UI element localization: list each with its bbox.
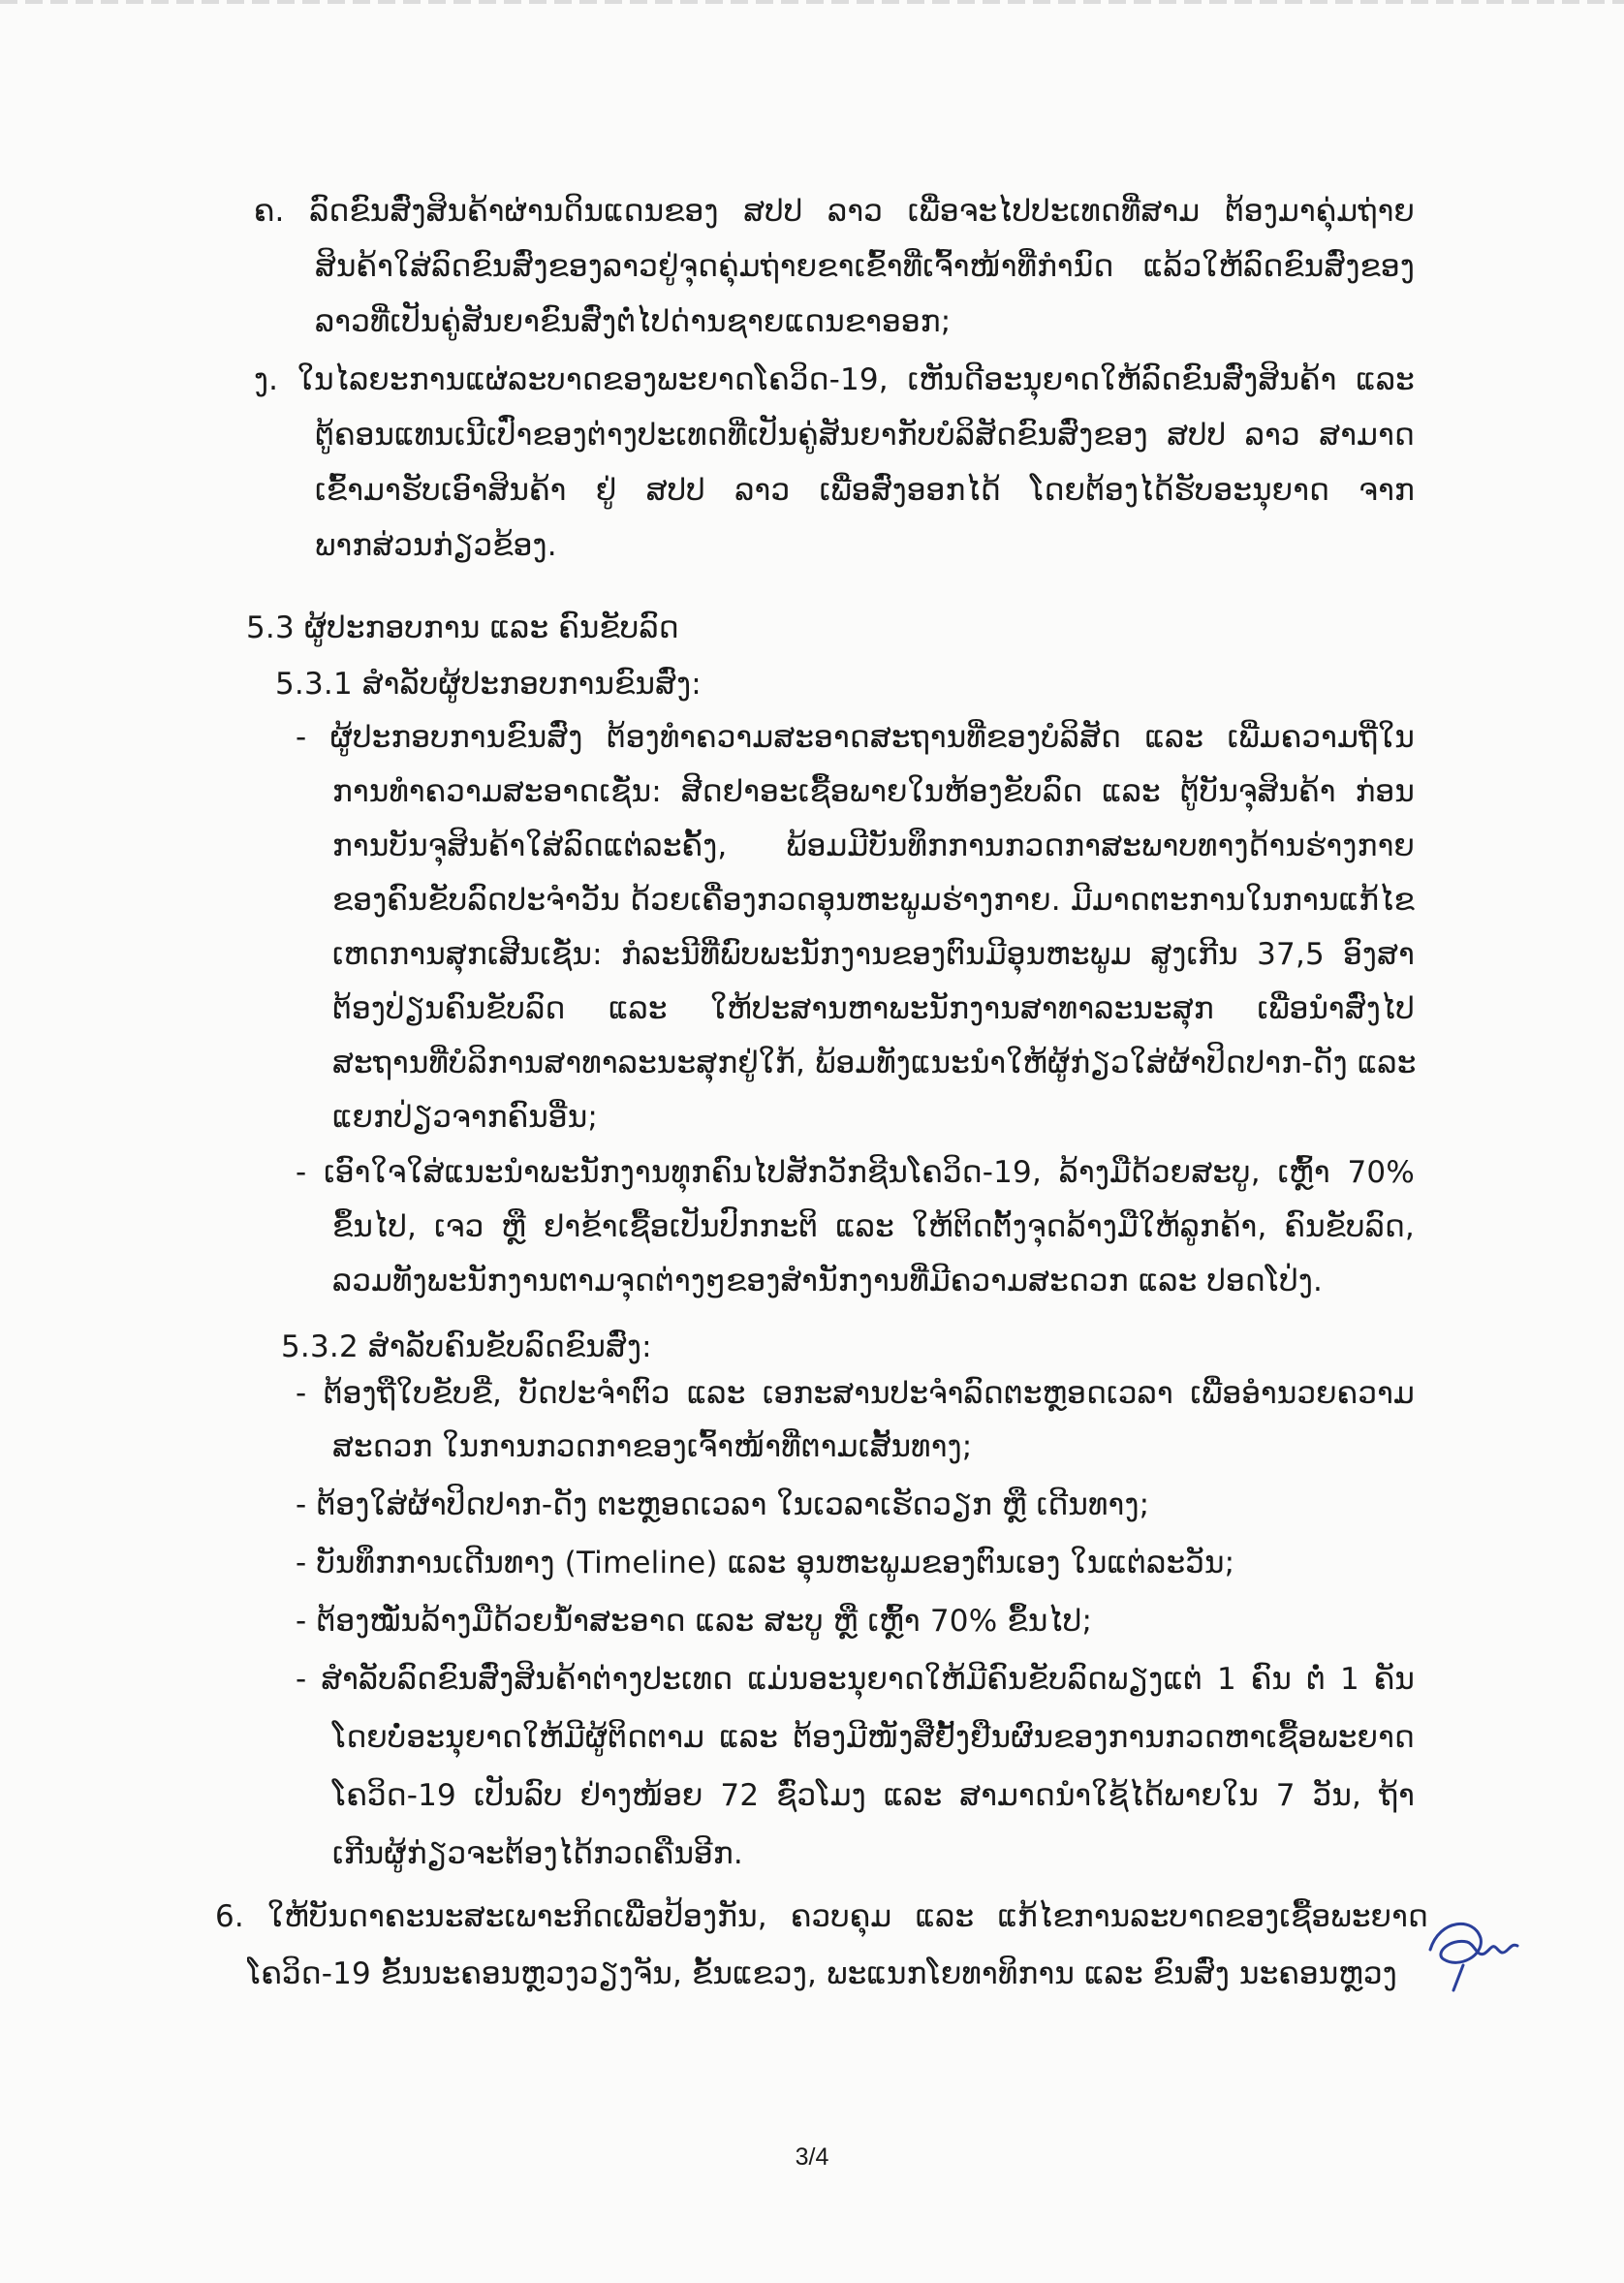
section-6-line-2: ໂຄວິດ-19 ຂັ້ນນະຄອນຫຼວງວຽງຈັນ, ຂັ້ນແຂວງ, ພະແນກໂຍທາທິການ ແລະ ຂົນສົ່ງ ນະຄອນຫຼວງ: [247, 1956, 1397, 1991]
s531-b1-line-2: ການທຳຄວາມສະອາດເຊັ່ນ: ສີດຢາອະເຊື້ອພາຍໃນຫ້ອງຂັບລົດ ແລະ ຕູ້ບັນຈຸສິນຄ້າ ກ່ອນ: [332, 774, 1415, 809]
item-ngo-line-3: ເຂົ້າມາຮັບເອົາສິນຄ້າ ຢູ່ ສປປ ລາວ ເພື່ອສົ່ງອອກໄດ້ ໂດຍຕ້ອງໄດ້ຮັບອະນຸຍາດ ຈາກ: [315, 473, 1415, 508]
item-ngo-line-4: ພາກສ່ວນກ່ຽວຂ້ອງ.: [315, 528, 557, 563]
s531-b1-line-4: ຂອງຄົນຂັບລົດປະຈຳວັນ ດ້ວຍເຄື່ອງກວດອຸນຫະພູມຮ່າງກາຍ. ມີມາດຕະການໃນການແກ້ໄຂ: [332, 883, 1415, 918]
s532-bullet-2: - ຕ້ອງໃສ່ຜ້າປິດປາກ-ດັງ ຕະຫຼອດເວລາ ໃນເວລາເຮັດວຽກ ຫຼື ເດີນທາງ;: [296, 1487, 1150, 1522]
item-ngo-line-1: ງ. ໃນໄລຍະການແຜ່ລະບາດຂອງພະຍາດໂຄວິດ-19, ເຫັນດີອະນຸຍາດໃຫ້ລົດຂົນສົ່ງສິນຄ້າ ແລະ: [254, 362, 1415, 397]
item-ngo-line-2: ຕູ້ຄອນແທນເນີເປົ່າຂອງຕ່າງປະເທດທີ່ເປັນຄູ່ສັນຍາກັບບໍລິສັດຂົນສົ່ງຂອງ ສປປ ລາວ ສາມາດ: [315, 418, 1415, 453]
item-kho-line-1: ຄ. ລົດຂົນສົ່ງສິນຄ້າຜ່ານດິນແດນຂອງ ສປປ ລາວ ເພື່ອຈະໄປປະເທດທີ່ສາມ ຕ້ອງມາຄຸ່ມຖ່າຍ: [254, 194, 1415, 229]
signature-initial: [1421, 1909, 1527, 1996]
s531-b1-line-1: - ຜູ້ປະກອບການຂົນສົ່ງ ຕ້ອງທຳຄວາມສະອາດສະຖານທີ່ຂອງບໍລິສັດ ແລະ ເພີ່ມຄວາມຖີ່ໃນ: [296, 720, 1415, 755]
scan-edge: [0, 0, 1624, 4]
s531-b2-line-2: ຂຶ້ນໄປ, ເຈວ ຫຼື ຢາຂ້າເຊື້ອເປັນປົກກະຕິ ແລະ ໃຫ້ຕິດຕັ້ງຈຸດລ້າງມືໃຫ້ລູກຄ້າ, ຄົນຂັບລົດ,: [332, 1209, 1415, 1244]
s531-b1-line-7: ສະຖານທີ່ບໍລິການສາທາລະນະສຸກຢູ່ໃກ້, ພ້ອມທັງແນະນຳໃຫ້ຜູ້ກ່ຽວໃສ່ຜ້າປິດປາກ-ດັງ ແລະ: [332, 1046, 1417, 1080]
s532-bullet-3: - ບັນທຶກການເດີນທາງ (Timeline) ແລະ ອຸນຫະພູມຂອງຕົນເອງ ໃນແຕ່ລະວັນ;: [296, 1546, 1235, 1580]
section-5-3-title: 5.3 ຜູ້ປະກອບການ ແລະ ຄົນຂັບລົດ: [246, 610, 679, 645]
item-kho-line-2: ສິນຄ້າໃສ່ລົດຂົນສົ່ງຂອງລາວຢູ່ຈຸດຄຸ່ມຖ່າຍຂາເຂົ້າທີ່ເຈົ້າໜ້າທີ່ກຳນົດ ແລ້ວໃຫ້ລົດຂົນສົ່ງຂອງ: [315, 249, 1415, 284]
s531-b1-line-3: ການບັນຈຸສິນຄ້າໃສ່ລົດແຕ່ລະຄັ້ງ, ພ້ອມມີບັນທຶກການກວດກາສະພາບທາງດ້ານຮ່າງກາຍ: [332, 829, 1415, 863]
s531-b1-line-5: ເຫດການສຸກເສີນເຊັ່ນ: ກໍລະນີທີ່ພົບພະນັກງານຂອງຕົນມີອຸນຫະພູມ ສູງເກີນ 37,5 ອົງສາ: [332, 937, 1415, 972]
s531-b2-line-3: ລວມທັງພະນັກງານຕາມຈຸດຕ່າງໆຂອງສຳນັກງານທີ່ມີຄວາມສະດວກ ແລະ ປອດໂປ່ງ.: [332, 1264, 1324, 1298]
s532-bullet-4: - ຕ້ອງໝັ່ນລ້າງມືດ້ວຍນ້ຳສະອາດ ແລະ ສະບູ ຫຼື ເຫຼົ້າ 70% ຂຶ້ນໄປ;: [296, 1604, 1093, 1639]
s532-b1-line-2: ສະດວກ ໃນການກວດກາຂອງເຈົ້າໜ້າທີ່ຕາມເສັ້ນທາງ;: [332, 1429, 973, 1464]
page-number: 3/4: [795, 2143, 829, 2171]
section-6-line-1: 6. ໃຫ້ບັນດາຄະນະສະເພາະກິດເພື່ອປ້ອງກັນ, ຄວບຄຸມ ແລະ ແກ້ໄຂການລະບາດຂອງເຊື້ອພະຍາດ: [215, 1899, 1428, 1934]
item-kho-line-3: ລາວທີ່ເປັນຄູ່ສັນຍາຂົນສົ່ງຕໍ່ໄປດ່ານຊາຍແດນຂາອອກ;: [315, 304, 952, 339]
s532-b5-line-2: ໂດຍບໍ່ອະນຸຍາດໃຫ້ມີຜູ້ຕິດຕາມ ແລະ ຕ້ອງມີໜັງສືຢັ້ງຢືນຜົນຂອງການກວດຫາເຊື້ອພະຍາດ: [332, 1720, 1415, 1755]
s531-b1-line-8: ແຍກປ່ຽວຈາກຄົນອື່ນ;: [332, 1100, 598, 1135]
s532-b5-line-4: ເກີນຜູ້ກ່ຽວຈະຕ້ອງໄດ້ກວດຄືນອີກ.: [332, 1836, 743, 1871]
s532-b5-line-3: ໂຄວິດ-19 ເປັນລົບ ຢ່າງໜ້ອຍ 72 ຊົ່ວໂມງ ແລະ ສາມາດນຳໃຊ້ໄດ້ພາຍໃນ 7 ວັນ, ຖ້າ: [332, 1778, 1415, 1813]
s532-b1-line-1: - ຕ້ອງຖືໃບຂັບຂີ່, ບັດປະຈຳຕົວ ແລະ ເອກະສານປະຈຳລົດຕະຫຼອດເວລາ ເພື່ອອຳນວຍຄວາມ: [296, 1376, 1415, 1411]
s532-b5-line-1: - ສຳລັບລົດຂົນສົ່ງສິນຄ້າຕ່າງປະເທດ ແມ່ນອະນຸຍາດໃຫ້ມີຄົນຂັບລົດພຽງແຕ່ 1 ຄົນ ຕໍ່ 1 ຄັນ: [296, 1662, 1415, 1697]
s531-b2-line-1: - ເອົາໃຈໃສ່ແນະນຳພະນັກງານທຸກຄົນໄປສັກວັກຊີນໂຄວິດ-19, ລ້າງມືດ້ວຍສະບູ, ເຫຼົ້າ 70%: [296, 1155, 1415, 1190]
section-5-3-2-title: 5.3.2 ສຳລັບຄົນຂັບລົດຂົນສົ່ງ:: [281, 1329, 652, 1364]
section-5-3-1-title: 5.3.1 ສຳລັບຜູ້ປະກອບການຂົນສົ່ງ:: [275, 667, 702, 702]
s531-b1-line-6: ຕ້ອງປ່ຽນຄົນຂັບລົດ ແລະ ໃຫ້ປະສານຫາພະນັກງານສາທາລະນະສຸກ ເພື່ອນຳສົ່ງໄປ: [332, 991, 1415, 1026]
